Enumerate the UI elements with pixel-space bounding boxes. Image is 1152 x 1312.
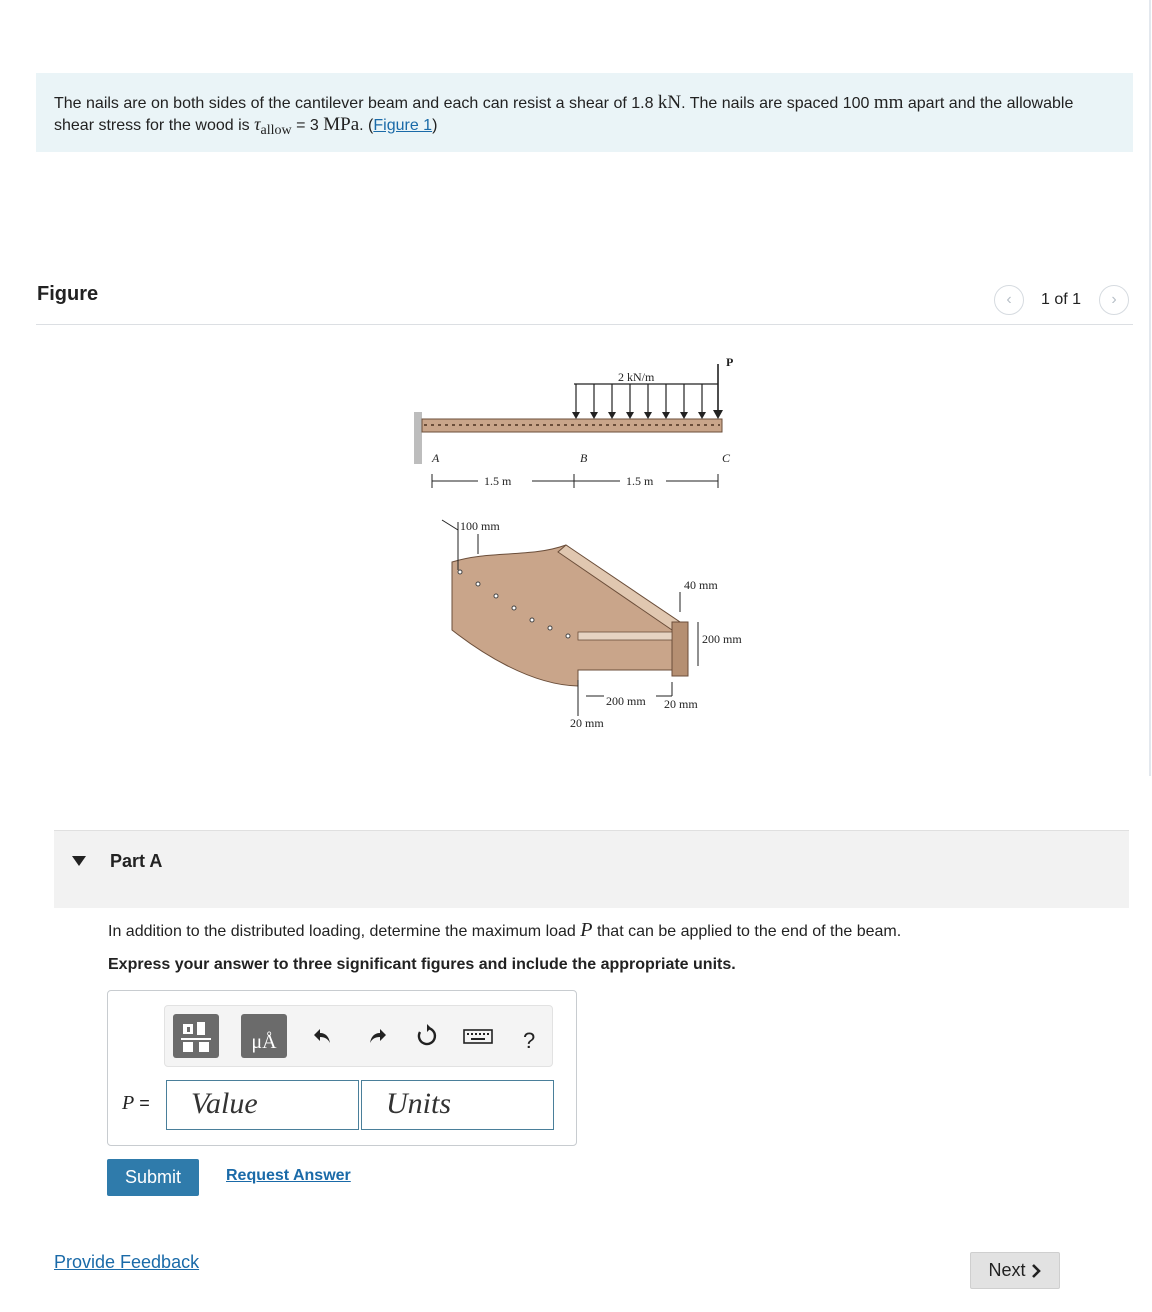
question-variable: P <box>580 919 593 941</box>
spacing-unit: mm <box>873 92 904 113</box>
point-load-arrowhead <box>713 410 723 419</box>
beam-figure <box>380 340 780 740</box>
reset-icon[interactable] <box>415 1024 439 1048</box>
tau-symbol: τ <box>254 114 261 134</box>
pager-count: 1 of 1 <box>1041 291 1082 308</box>
units-button[interactable] <box>241 1014 287 1058</box>
units-input[interactable]: Units <box>361 1080 554 1130</box>
part-title: Part A <box>110 851 163 871</box>
problem-text: ) <box>432 117 438 134</box>
help-icon[interactable]: ? <box>523 1028 536 1053</box>
flange-board <box>452 545 672 686</box>
templates-icon[interactable] <box>173 1014 219 1058</box>
undo-icon[interactable] <box>311 1024 335 1048</box>
figure-divider <box>36 324 1133 325</box>
answer-equals: = <box>134 1093 150 1113</box>
figure-pager <box>994 285 1134 315</box>
problem-text: . ( <box>359 117 374 134</box>
figure-title: Figure <box>37 283 99 305</box>
label-C: C <box>722 451 731 465</box>
shear-unit: kN <box>657 92 682 113</box>
label-span2: 1.5 m <box>626 474 654 488</box>
problem-text: The nails are on both sides of the cantilever beam and each can resist a shear of 1.8 <box>54 95 658 112</box>
next-button[interactable] <box>970 1252 1060 1289</box>
problem-text: . The nails are spaced 100 <box>681 95 874 112</box>
request-answer-link[interactable]: Request Answer <box>226 1167 351 1184</box>
question-part: In addition to the distributed loading, determine the maximum load <box>108 923 581 940</box>
provide-feedback-link[interactable]: Provide Feedback <box>54 1252 200 1272</box>
label-span1: 1.5 m <box>484 474 512 488</box>
redo-icon[interactable] <box>365 1024 389 1048</box>
label-B: B <box>580 451 588 465</box>
answer-label <box>122 1092 150 1115</box>
units-icon: μÅ <box>251 1031 277 1053</box>
problem-text: apart and the allowable shear stress for the wood is <box>54 95 1074 134</box>
keyboard-icon[interactable] <box>463 1024 493 1048</box>
question-text <box>108 919 901 942</box>
label-P: P <box>726 355 734 369</box>
flange-top-edge <box>578 632 672 640</box>
label-d40: 40 mm <box>684 578 718 592</box>
chevron-right-icon <box>1030 1263 1042 1279</box>
question-part: that can be applied to the end of the beam. <box>592 923 902 940</box>
label-d20b: 20 mm <box>664 697 698 711</box>
label-load: 2 kN/m <box>618 370 655 384</box>
problem-text: = 3 <box>291 117 324 134</box>
figure-link[interactable]: Figure 1 <box>373 117 433 134</box>
label-d20a: 20 mm <box>570 716 604 730</box>
instruction-text: Express your answer to three significant figures and include the appropriate units. <box>108 956 736 973</box>
distributed-load-arrows <box>576 384 702 416</box>
tau-subscript: allow <box>260 123 292 138</box>
templates-glyph <box>173 1014 219 1058</box>
collapse-triangle-icon[interactable] <box>72 856 86 866</box>
part-a-header[interactable] <box>54 830 1129 908</box>
right-divider <box>1149 0 1151 776</box>
label-spacing: 100 mm <box>460 519 500 533</box>
value-input[interactable]: Value <box>166 1080 359 1130</box>
span-dimensions <box>432 474 718 488</box>
web-board <box>672 622 688 676</box>
math-toolbar <box>164 1005 553 1067</box>
chevron-right-icon[interactable]: › <box>1099 285 1129 315</box>
chevron-left-icon[interactable]: ‹ <box>994 285 1024 315</box>
stress-unit: MPa <box>323 114 360 135</box>
wall-support <box>414 412 422 464</box>
load-arrowheads <box>572 412 706 419</box>
answer-variable: P <box>122 1092 135 1114</box>
label-d200v: 200 mm <box>702 632 742 646</box>
next-label: Next <box>988 1260 1026 1280</box>
label-A: A <box>432 451 440 465</box>
label-d200h: 200 mm <box>606 694 646 708</box>
submit-button[interactable]: Submit <box>107 1159 199 1196</box>
problem-statement <box>36 73 1133 152</box>
